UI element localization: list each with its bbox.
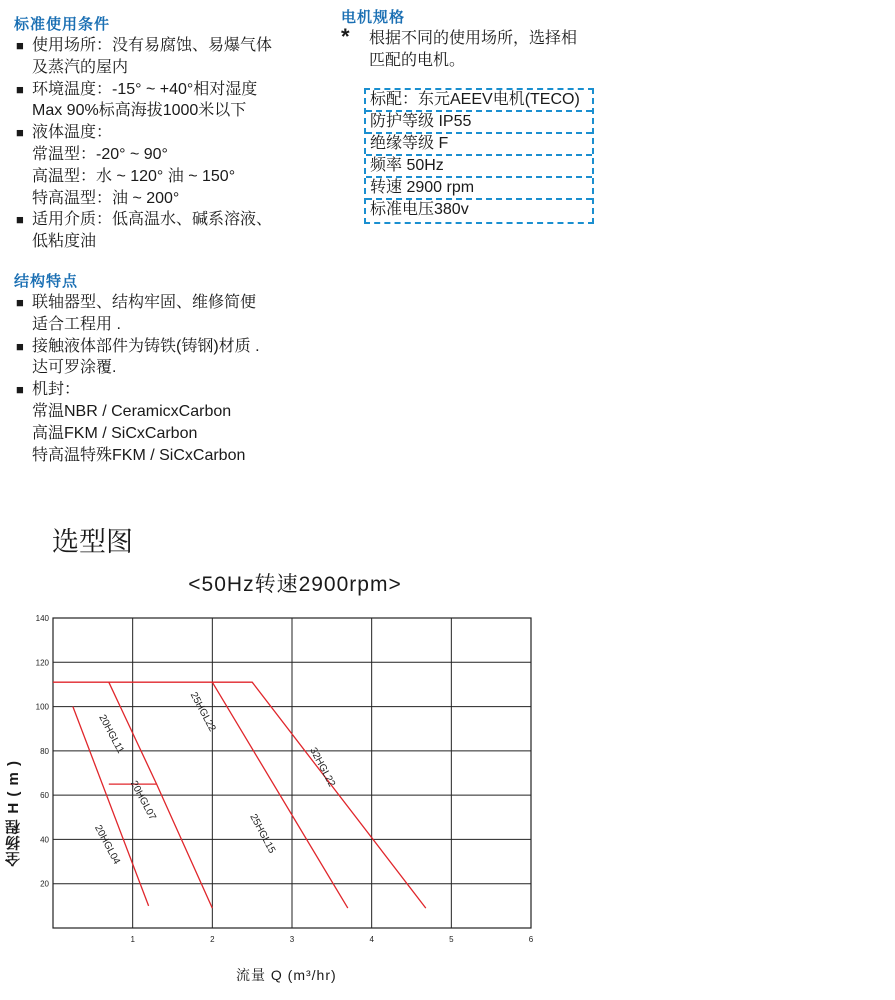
- series-label: 25HGL22: [187, 690, 218, 734]
- series-label: 20HGL11: [96, 713, 126, 756]
- x-tick-label: 1: [130, 935, 135, 944]
- bullet-text: 适用介质：低高温水、碱系溶液、: [32, 211, 273, 229]
- series-line-20hgl07: [109, 784, 213, 908]
- structure-heading: 结构特点: [14, 273, 79, 290]
- asterisk-icon: *: [341, 24, 350, 49]
- standard-heading: 标准使用条件: [14, 16, 111, 33]
- bullet-item: [16, 379, 260, 401]
- bullet-text: 环境温度：-15° ~ +40°相对湿度: [32, 80, 258, 98]
- bullet-item: [16, 79, 272, 101]
- chart-title: <50Hz转速2900rpm>: [188, 573, 402, 596]
- y-tick-label: 100: [35, 702, 49, 712]
- continuation-line: Max 90%标高海拔1000米以下: [32, 102, 247, 120]
- continuation-line: 达可罗涂覆.: [32, 359, 117, 377]
- bullet-text: 机封：: [32, 381, 81, 399]
- square-bullet-icon: ■: [16, 295, 24, 310]
- series-label: 20HGL04: [92, 823, 122, 867]
- continuation-line: 特高温特殊FKM / SiCxCarbon: [32, 446, 246, 464]
- square-bullet-icon: ■: [16, 212, 24, 228]
- x-tick-label: 6: [528, 935, 534, 944]
- bullet-text: 使用场所：没有易腐蚀、易爆气体: [32, 37, 273, 54]
- square-bullet-icon: ■: [16, 81, 24, 97]
- motor-heading: 电机规格: [341, 9, 406, 26]
- square-bullet-icon: ■: [16, 38, 24, 53]
- square-bullet-icon: ■: [16, 338, 24, 354]
- y-tick-label: 80: [40, 746, 49, 756]
- series-label: 25HGL15: [247, 812, 278, 856]
- spec-row: 标准电压380v: [370, 201, 469, 218]
- series-label: 20HGL07: [127, 779, 158, 823]
- spec-row: 频率 50Hz: [366, 156, 592, 178]
- y-tick-label: 140: [35, 614, 49, 623]
- motor-spec-table: [364, 88, 594, 224]
- selection-chart: [0, 600, 600, 960]
- bullet-item: [16, 209, 272, 231]
- y-tick-label: 20: [40, 879, 49, 889]
- continuation-line: 特高温型：油 ~ 200°: [32, 189, 180, 207]
- bullet-text: 液体温度：: [32, 124, 113, 142]
- bullet-text: 联轴器型、结构牢固、维修简便: [32, 294, 257, 311]
- y-axis-label: 全扬程 H ( m ): [5, 760, 22, 867]
- continuation-line: 常温NBR / CeramicxCarbon: [32, 402, 232, 420]
- continuation-line: 适合工程用 .: [32, 315, 121, 333]
- x-tick-label: 3: [289, 935, 295, 944]
- x-axis-label: 流量 Q (m³/hr): [236, 967, 337, 983]
- square-bullet-icon: ■: [16, 382, 24, 398]
- continuation-line: 常温型：-20° ~ 90°: [32, 145, 168, 163]
- motor-note-line: 根据不同的使用场所，选择相: [369, 30, 578, 47]
- motor-note-line: 匹配的电机。: [369, 52, 466, 69]
- standard-conditions-list: [16, 35, 272, 253]
- bullet-text: 接触液体部件为铸铁(铸钢)材质 .: [32, 337, 260, 355]
- bullet-item: [16, 292, 260, 314]
- y-tick-label: 40: [40, 835, 49, 845]
- bullet-item: [16, 336, 260, 358]
- structure-features-list: [16, 292, 260, 466]
- square-bullet-icon: ■: [16, 125, 24, 141]
- x-tick-label: 4: [369, 935, 374, 944]
- spec-row: 绝缘等级 F: [366, 134, 592, 156]
- continuation-line: 高温型：水 ~ 120° 油 ~ 150°: [32, 167, 236, 185]
- x-tick-label: 5: [449, 935, 454, 944]
- continuation-line: 高温FKM / SiCxCarbon: [32, 424, 198, 442]
- spec-row: 标配：东元AEEV电机(TECO): [366, 90, 592, 112]
- motor-note: [341, 24, 578, 72]
- bullet-item: [16, 122, 272, 144]
- series-label: 32HGL22: [307, 745, 338, 789]
- bullet-item: [16, 35, 272, 57]
- selection-title: 选型图: [52, 527, 133, 557]
- continuation-line: 低粘度油: [32, 233, 97, 251]
- x-tick-label: 2: [210, 935, 215, 944]
- y-tick-label: 120: [35, 658, 49, 668]
- spec-row: 转速 2900 rpm: [366, 178, 592, 200]
- spec-row: 防护等级 IP55: [366, 112, 592, 134]
- continuation-line: 及蒸汽的屋内: [32, 58, 129, 76]
- y-tick-label: 60: [40, 791, 49, 801]
